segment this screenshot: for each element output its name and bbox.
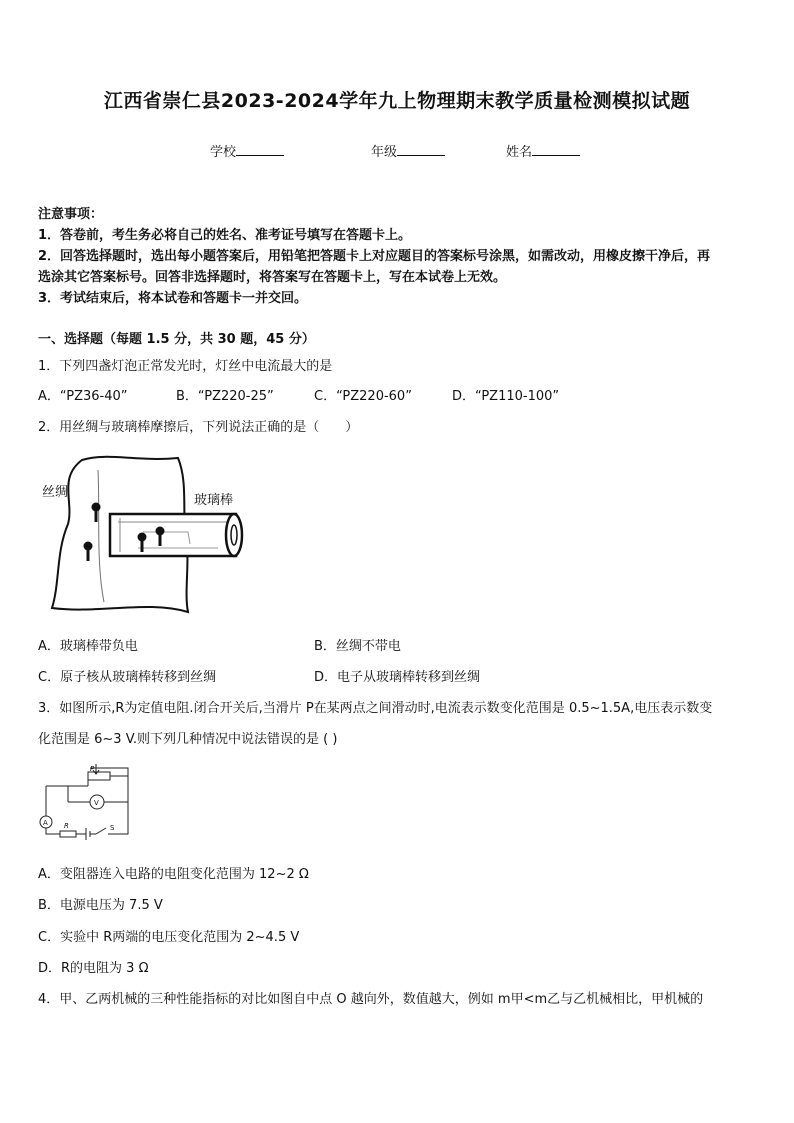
circuit-diagram — [38, 762, 134, 844]
silk-label: 丝绸 — [42, 485, 69, 500]
label-p: P — [90, 765, 95, 773]
switch — [96, 828, 106, 834]
page-title: 江西省崇仁县2023-2024学年九上物理期末教学质量检测模拟试题 — [103, 90, 691, 112]
q2-option-d: D．电子从玻璃棒转移到丝绸 — [314, 670, 481, 685]
notes-item: 选涂其它答案标号。回答非选择题时，将答案写在答题卡上，写在本试卷上无效。 — [38, 270, 507, 285]
grade-label: 年级 — [371, 145, 398, 160]
grade-blank — [397, 141, 445, 156]
label-r: R — [64, 822, 69, 830]
q3-option-a: A．变阻器连入电路的电阻变化范围为 12~2 Ω — [38, 867, 309, 882]
notes-item: 2．回答选择题时，选出每小题答案后，用铅笔把答题卡上对应题目的答案标号涂黑，如需改动，用橡皮擦干净后，再 — [38, 249, 711, 264]
label-a: A — [43, 819, 48, 827]
label-v: V — [94, 799, 99, 807]
school-blank — [236, 141, 284, 156]
q3-option-c: C．实验中 R两端的电压变化范围为 2~4.5 V — [38, 930, 300, 945]
q1-option-d: D．“PZ110-100” — [452, 389, 560, 404]
name-field — [506, 141, 580, 160]
q3-option-b: B．电源电压为 7.5 V — [38, 898, 163, 913]
grade-field — [371, 141, 445, 160]
section-heading: 一、选择题（每题 1.5 分，共 30 题，45 分） — [38, 332, 315, 347]
q2-option-c: C．原子核从玻璃棒转移到丝绸 — [38, 670, 217, 685]
school-field — [210, 141, 284, 160]
q1-option-a: A．“PZ36-40” — [38, 389, 128, 404]
q2-option-b: B．丝绸不带电 — [314, 639, 401, 654]
q3-stem-line1: 3．如图所示,R为定值电阻.闭合开关后,当滑片 P在某两点之间滑动时,电流表示数变化范围是 0.5~1.5A,电压表示数变 — [38, 701, 713, 716]
q2-stem: 2．用丝绸与玻璃棒摩擦后，下列说法正确的是（ ） — [38, 420, 359, 435]
q4-stem: 4．甲、乙两机械的三种性能指标的对比如图自中点 O 越向外，数值越大，例如 m甲<m乙与乙机械相比，甲机械的 — [38, 992, 704, 1007]
label-s: S — [110, 824, 115, 832]
notes-heading: 注意事项： — [38, 207, 104, 222]
glass-rod — [110, 514, 236, 556]
notes-item: 1．答卷前，考生务必将自己的姓名、准考证号填写在答题卡上。 — [38, 228, 412, 243]
school-label: 学校 — [210, 145, 237, 160]
notes-item: 3．考试结束后，将本试卷和答题卡一并交回。 — [38, 291, 308, 306]
q3-stem-line2: 化范围是 6~3 V.则下列几种情况中说法错误的是 ( ) — [38, 732, 338, 747]
resistor — [60, 831, 76, 837]
q1-option-b: B．“PZ220-25” — [176, 389, 274, 404]
q1-option-c: C．“PZ220-60” — [314, 389, 412, 404]
silk-rod-figure — [38, 452, 248, 620]
rod-label: 玻璃棒 — [194, 493, 234, 508]
q2-option-a: A．玻璃棒带负电 — [38, 639, 138, 654]
name-blank — [532, 141, 580, 156]
rheostat — [88, 772, 110, 780]
q1-stem: 1．下列四盏灯泡正常发光时，灯丝中电流最大的是 — [38, 359, 333, 374]
q3-option-d: D．R的电阻为 3 Ω — [38, 961, 149, 976]
name-label: 姓名 — [506, 145, 533, 160]
